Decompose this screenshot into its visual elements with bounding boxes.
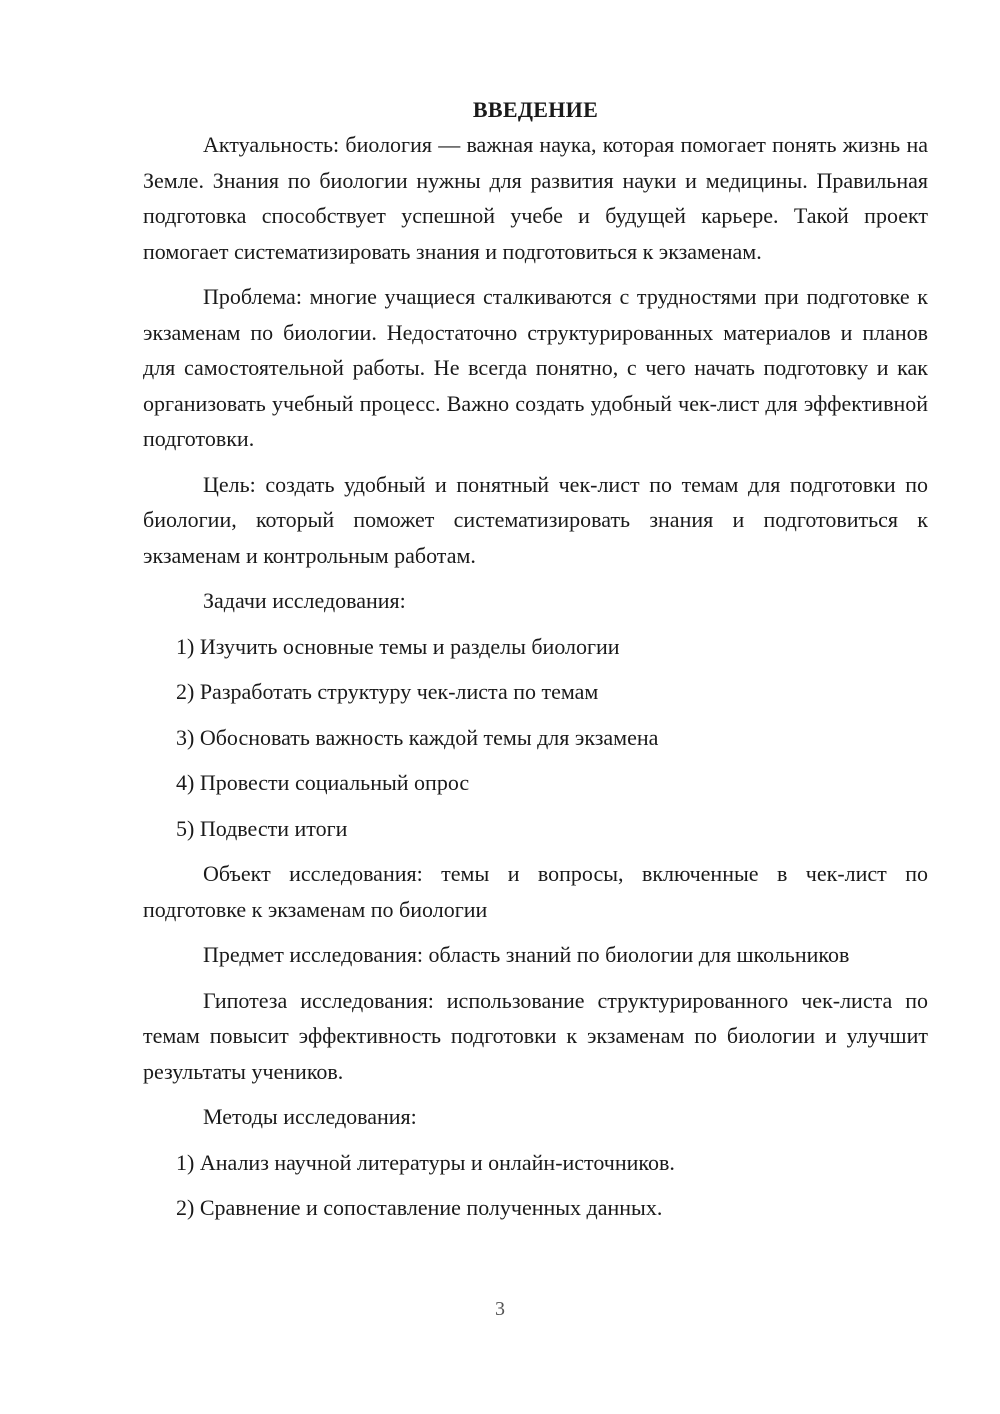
- task-item: 1) Изучить основные темы и разделы биологии: [176, 633, 620, 659]
- page-number: 3: [495, 1298, 505, 1320]
- method-item: 1) Анализ научной литературы и онлайн-источников.: [176, 1149, 675, 1175]
- task-item: 3) Обосновать важность каждой темы для экзамена: [176, 724, 659, 750]
- tasks-heading: Задачи исследования:: [203, 588, 406, 613]
- task-item: 2) Разработать структуру чек-листа по темам: [176, 679, 599, 704]
- relevance-paragraph: Актуальность: биология — важная наука, которая помогает понять жизнь на Земле. Знания по биологии нужны для развития науки и медицины. Правильная подготовка способствует успешной учебе и будущей карьере. Такой проект помогает систематизировать знания и подготовиться к экзаменам.: [143, 132, 928, 264]
- subject-paragraph: Предмет исследования: область знаний по биологии для школьников: [203, 942, 850, 967]
- task-item: 5) Подвести итоги: [176, 815, 348, 841]
- document-page: [143, 92, 928, 1236]
- page-title: ВВЕДЕНИЕ: [472, 97, 599, 122]
- task-item: 4) Провести социальный опрос: [176, 770, 470, 795]
- goal-paragraph: Цель: создать удобный и понятный чек-лист по темам для подготовки по биологии, который поможет систематизировать знания и подготовиться к экзаменам и контрольным работам.: [143, 471, 928, 568]
- problem-paragraph: Проблема: многие учащиеся сталкиваются с трудностями при подготовке к экзаменам по биологии. Недостаточно структурированных материалов и планов для самостоятельной работы. Не всегда понятно, с чего начать подготовку и как организовать учебный процесс. Важно создать удобный чек-лист для эффективной подготовки.: [143, 284, 928, 451]
- hypothesis-paragraph: Гипотеза исследования: использование структурированного чек-листа по темам повысит эффективность подготовки к экзаменам по биологии и улучшит результаты учеников.: [143, 987, 928, 1084]
- methods-heading: Методы исследования:: [203, 1104, 417, 1129]
- object-paragraph: Объект исследования: темы и вопросы, включенные в чек-лист по подготовке к экзаменам по биологии: [143, 861, 928, 922]
- method-item: 2) Сравнение и сопоставление полученных данных.: [176, 1195, 663, 1220]
